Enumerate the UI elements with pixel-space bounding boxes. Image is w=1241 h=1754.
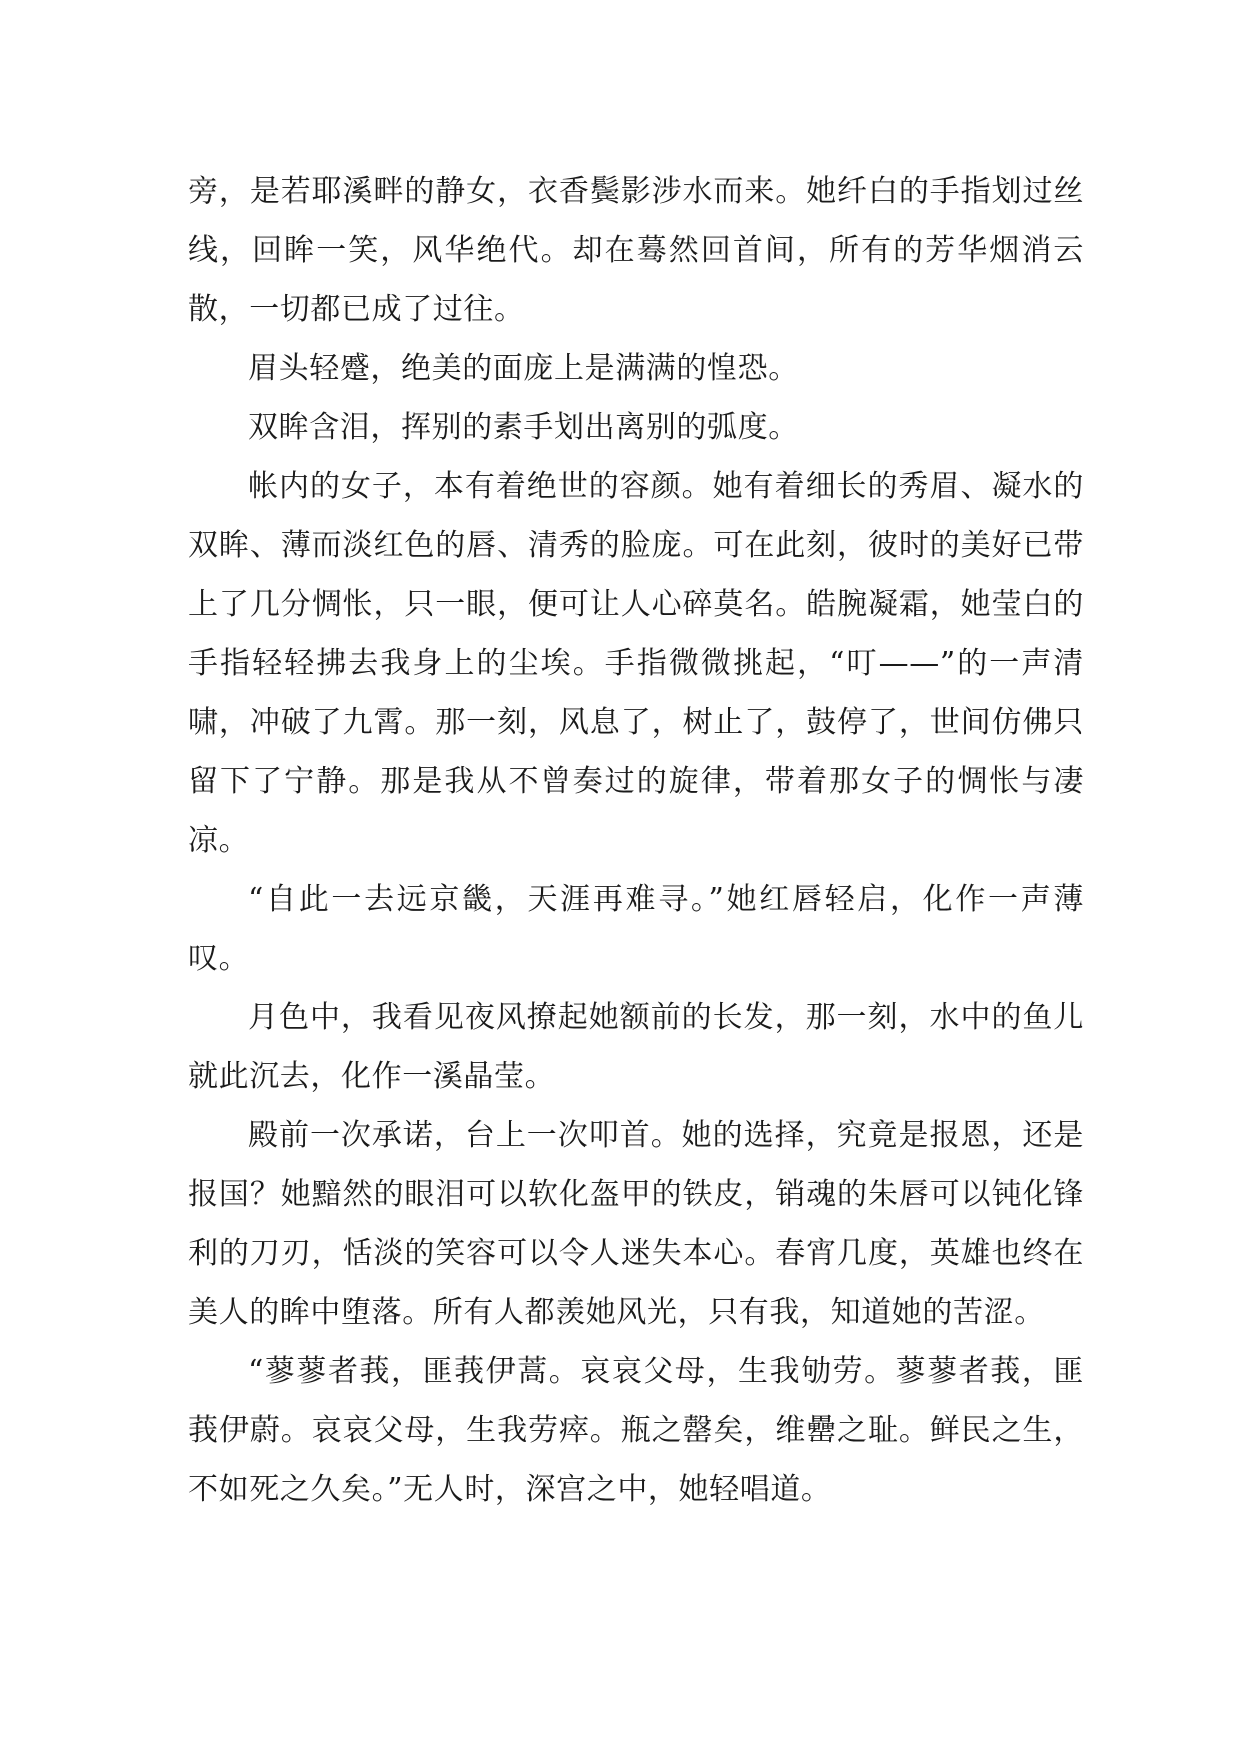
- body-text: [188, 162, 1084, 1519]
- paragraph-5: “自此一去远京畿，天涯再难寻。”她红唇轻启，化作一声薄叹。: [188, 882, 1084, 976]
- paragraph-1: 旁，是若耶溪畔的静女，衣香鬓影涉水而来。她纤白的手指划过丝线，回眸一笑，风华绝代。却在蓦然回首间，所有的芳华烟消云散，一切都已成了过往。: [188, 174, 1084, 327]
- paragraph-4: 帐内的女子，本有着绝世的容颜。她有着细长的秀眉、凝水的双眸、薄而淡红色的唇、清秀的脸庞。可在此刻，彼时的美好已带上了几分惆怅，只一眼，便可让人心碎莫名。皓腕凝霜，她莹白的手指轻轻拂去我身上的尘埃。手指微微挑起，“叮——”的一声清啸，冲破了九霄。那一刻，风息了，树止了，鼓停了，世间仿佛只留下了宁静。那是我从不曾奏过的旋律，带着那女子的惆怅与凄凉。: [188, 469, 1084, 858]
- paragraph-6: 月色中，我看见夜风撩起她额前的长发，那一刻，水中的鱼儿就此沉去，化作一溪晶莹。: [188, 1000, 1084, 1094]
- paragraph-8: “蓼蓼者莪，匪莪伊蒿。哀哀父母，生我劬劳。蓼蓼者莪，匪莪伊蔚。哀哀父母，生我劳瘁。瓶之罄矣，维罍之耻。鲜民之生，不如死之久矣。”无人时，深宫之中，她轻唱道。: [188, 1354, 1084, 1507]
- paragraph-7: 殿前一次承诺，台上一次叩首。她的选择，究竟是报恩，还是报国？她黯然的眼泪可以软化盔甲的铁皮，销魂的朱唇可以钝化锋利的刀刃，恬淡的笑容可以令人迷失本心。春宵几度，英雄也终在美人的眸中堕落。所有人都羡她风光，只有我，知道她的苦涩。: [188, 1118, 1084, 1330]
- paragraph-2: 眉头轻蹙，绝美的面庞上是满满的惶恐。: [248, 351, 799, 386]
- paragraph-3: 双眸含泪，挥别的素手划出离别的弧度。: [248, 410, 799, 445]
